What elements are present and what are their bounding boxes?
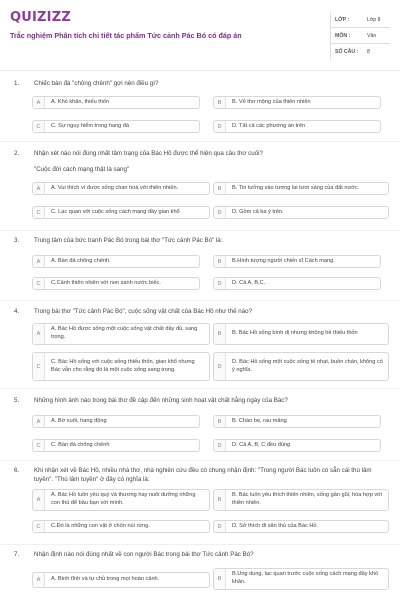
option-a[interactable]	[32, 182, 210, 195]
option-c[interactable]	[32, 206, 210, 219]
option-letter: A	[33, 97, 45, 108]
option-text: B.Hình tượng người chiến sĩ Cách mạng.	[232, 257, 335, 264]
option-letter: B	[214, 324, 226, 344]
question-text: Nhận định nào nói đúng nhất về con người Bác trong bài thơ Tức cảnh Pác Bó?	[34, 551, 254, 558]
option-text: B. Vẻ thơ mộng của thiên nhiên	[232, 98, 311, 105]
question-separator	[0, 141, 400, 142]
question-number: 6.	[14, 467, 20, 474]
option-text: C. Sự nguy hiểm trong hang đá	[51, 122, 130, 129]
option-c[interactable]	[32, 439, 200, 452]
option-d[interactable]	[213, 439, 381, 452]
option-a[interactable]	[32, 96, 200, 109]
option-d[interactable]	[213, 206, 389, 219]
worksheet-title: Trắc nghiệm Phân tích chi tiết tác phẩm Tức cảnh Pác Bó có đáp án	[10, 31, 242, 40]
header-divider	[0, 70, 400, 71]
meta-row-subject	[331, 28, 390, 44]
option-c[interactable]	[32, 120, 200, 133]
option-text: D. Sở thích đi săn thú của Bác Hồ.	[232, 522, 319, 529]
question-quote: "Cuộc đời cách mạng thật là sang"	[34, 166, 130, 173]
option-text: B. Bác Hồ sống bình dị nhưng không hề thiếu thốn	[232, 330, 358, 337]
option-a[interactable]	[32, 489, 210, 511]
option-letter: A	[33, 490, 45, 510]
option-text: B. Bác luôn yêu thích thiên nhiên, sống gần gũi, hòa hợp với thiên nhiên.	[232, 492, 383, 506]
worksheet-header	[0, 0, 400, 64]
option-c[interactable]	[32, 352, 210, 381]
meta-value: 8	[367, 49, 370, 55]
option-letter: A	[33, 324, 45, 344]
option-text: A. Bác Hồ luôn yêu quý và thương hay nuôi dưỡng những con thú để bầu bạn với mình.	[51, 492, 196, 506]
option-letter: D	[214, 121, 226, 132]
option-text: D. Gồm cả ba ý trên.	[232, 208, 284, 215]
meta-row-class	[331, 12, 390, 28]
option-d[interactable]	[213, 277, 381, 290]
meta-row-count	[331, 44, 390, 60]
option-letter: B	[214, 490, 226, 510]
option-text: C. Lạc quan với cuộc sống cách mạng đầy gian khổ	[51, 208, 180, 215]
option-text: C.Cảnh thiên nhiên với non xanh nước biếc.	[51, 279, 161, 286]
option-text: A. Bình tĩnh và tự chủ trong mọi hoàn cảnh.	[51, 576, 160, 583]
question-separator	[0, 230, 400, 231]
option-b[interactable]	[213, 415, 381, 428]
question-separator	[0, 544, 400, 545]
option-c[interactable]	[32, 277, 200, 290]
question-number: 1.	[14, 80, 20, 87]
option-text: A. Bác Hồ được sống một cuộc sống vật chất đầy đủ, sang trọng.	[51, 326, 198, 340]
question-text: Nhận xét nào nói đúng nhất tâm trạng của Bác Hồ được thể hiện qua câu thơ cuối?	[34, 150, 263, 157]
option-b[interactable]	[213, 323, 389, 345]
option-letter: B	[214, 569, 226, 589]
option-letter: A	[33, 183, 45, 194]
question-text: Khi nhận xét về Bác Hồ, nhiều nhà thơ, nhà nghiên cứu đều có chung nhận định: "Trong người Bác luôn có sẵn cái thú lâm tuyền". "Thú lâm tuyền" ở đây có nghĩa là:	[34, 467, 372, 483]
option-text: B. Tin tưởng vào tương lai tươi sáng của đất nước.	[232, 184, 360, 191]
question-number: 3.	[14, 237, 20, 244]
option-a[interactable]	[32, 255, 200, 268]
option-text: D. Cả A, B,C.	[232, 279, 266, 286]
option-letter: D	[214, 207, 226, 218]
question-number: 2.	[14, 150, 20, 157]
option-a[interactable]	[32, 572, 210, 588]
option-b[interactable]	[213, 255, 381, 268]
option-letter: A	[33, 416, 45, 427]
question-separator	[0, 388, 400, 389]
question-text: Trung tâm của bức tranh Pác Bó trong bài thơ "Tức cảnh Pác Bó" là:	[34, 237, 223, 244]
option-b[interactable]	[213, 568, 389, 590]
meta-key: SỐ CÂU :	[335, 49, 359, 55]
option-letter: D	[214, 278, 226, 289]
option-letter: C	[33, 121, 45, 132]
question-separator	[0, 300, 400, 301]
question-number: 5.	[14, 397, 20, 404]
question-number: 4.	[14, 308, 20, 315]
meta-key: LỚP :	[335, 16, 350, 23]
question-text: Những hình ảnh nào trong bài thơ đề cập đến những sinh hoạt vật chất hằng ngày của Bác?	[34, 397, 288, 404]
option-d[interactable]	[213, 120, 381, 133]
option-letter: A	[33, 256, 45, 267]
option-text: D. Bác Hồ sống một cuộc sống tẻ nhạt, buồn chán, không có ý nghĩa.	[232, 358, 383, 373]
question-text: Chiếc bàn đá "chông chênh" gợi nên điều gì?	[34, 80, 159, 87]
option-text: D. Cả A, B, C đều đúng	[232, 441, 291, 448]
option-letter: D	[214, 521, 226, 532]
option-a[interactable]	[32, 415, 200, 428]
meta-value: Văn	[367, 32, 377, 39]
option-text: C. Bác Hồ sống với cuộc sống thiếu thốn, gian khổ nhưng Bác vẫn cho rằng đó là một cuộc sống sang trọng.	[51, 358, 195, 373]
option-letter: C	[33, 278, 45, 289]
meta-value: Lớp 8	[367, 16, 381, 23]
option-letter: C	[33, 353, 45, 380]
meta-key: MÔN :	[335, 32, 351, 39]
quizizz-logo: QUIZIZZ	[10, 10, 71, 25]
option-text: C. Bàn đá chông chênh	[51, 441, 110, 448]
worksheet-meta	[330, 12, 390, 60]
option-letter: B	[214, 416, 226, 427]
question-text: Trong bài thơ "Tức cảnh Pác Bó", cuộc sống vật chất của Bác Hồ như thế nào?	[34, 308, 253, 315]
option-a[interactable]	[32, 323, 210, 345]
question-separator	[0, 460, 400, 461]
option-b[interactable]	[213, 182, 389, 195]
option-b[interactable]	[213, 489, 389, 511]
option-text: C.Đó là những con vật ở chốn núi rừng.	[51, 522, 150, 529]
option-text: A. Vui thích vì được sống chan hoà với thiên nhiên.	[51, 184, 179, 191]
option-letter: C	[33, 207, 45, 218]
option-text: B.Ung dung, lạc quan trước cuộc sống cách mạng đầy khó khăn.	[232, 571, 379, 585]
option-letter: D	[214, 440, 226, 451]
option-letter: B	[214, 97, 226, 108]
option-letter: A	[33, 573, 45, 587]
option-text: A. Bàn đá chông chênh.	[51, 257, 111, 264]
option-text: B. Cháo bẹ, rau măng	[232, 417, 287, 424]
option-letter: C	[33, 521, 45, 532]
option-text: D. Tất cả các phương án trên	[232, 122, 306, 129]
question-number: 7.	[14, 551, 20, 558]
option-b[interactable]	[213, 96, 381, 109]
option-text: A. Khó khăn, thiếu thốn	[51, 98, 110, 105]
option-d[interactable]	[213, 520, 389, 533]
option-letter: B	[214, 183, 226, 194]
option-letter: D	[214, 353, 226, 380]
option-letter: B	[214, 256, 226, 267]
option-text: A. Bờ suối, hang động	[51, 417, 107, 424]
option-letter: C	[33, 440, 45, 451]
option-d[interactable]	[213, 352, 389, 381]
option-c[interactable]	[32, 520, 210, 533]
